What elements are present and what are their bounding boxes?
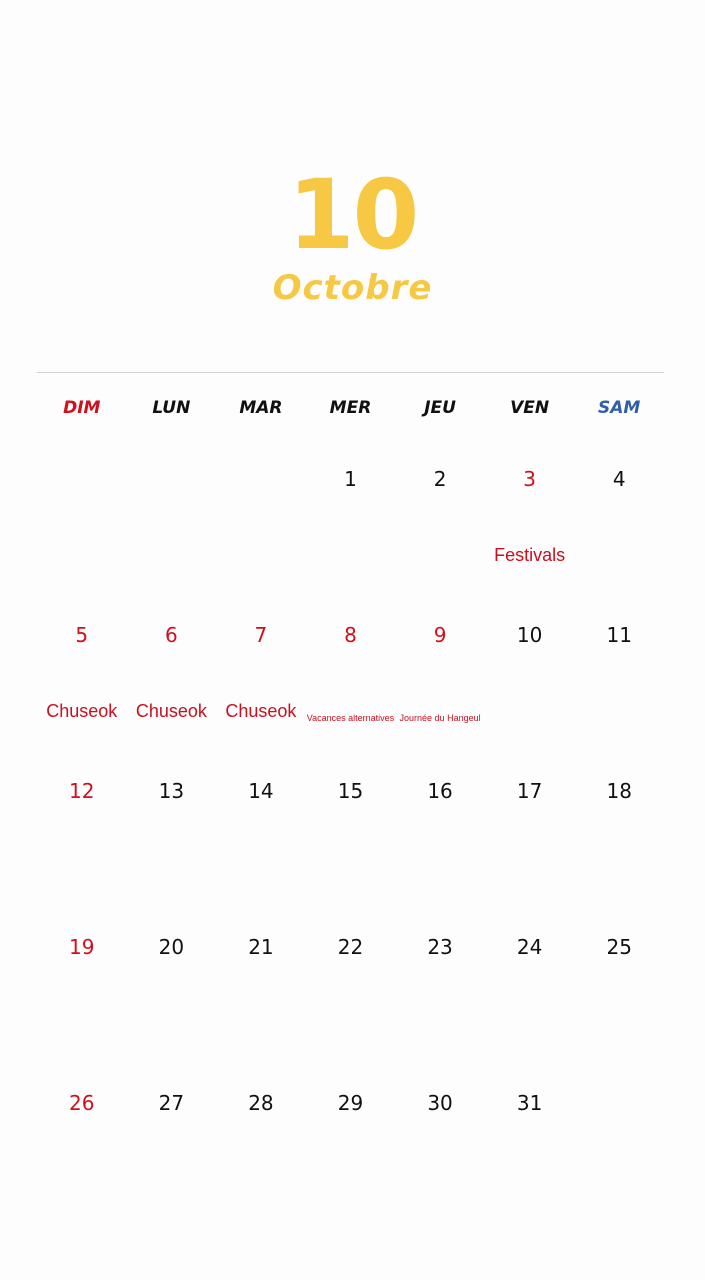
day-number: 17: [516, 779, 543, 803]
day-number: 8: [344, 623, 357, 647]
weekday-tuesday: MAR: [239, 398, 283, 418]
month-number: 10: [287, 159, 418, 271]
calendar-day-cell[interactable]: [37, 914, 127, 1070]
day-number: 27: [158, 1091, 185, 1115]
day-number: 25: [606, 935, 632, 959]
calendar-day-cell[interactable]: [37, 758, 127, 914]
day-number: 21: [248, 935, 274, 959]
day-number: 22: [337, 935, 364, 959]
weekday-monday: LUN: [152, 398, 191, 418]
calendar-day-cell[interactable]: [485, 1070, 575, 1226]
day-number: 2: [433, 467, 447, 491]
calendar-day-cell[interactable]: [216, 1070, 306, 1226]
calendar-day-cell[interactable]: [306, 758, 396, 914]
calendar-day-cell[interactable]: [574, 446, 664, 602]
day-number: 9: [433, 623, 447, 647]
day-number: 6: [164, 623, 178, 647]
calendar-day-cell[interactable]: [306, 446, 396, 602]
holiday-label: Journée du Hangeul: [399, 713, 481, 723]
calendar-day-cell: [127, 446, 217, 602]
calendar-day-cell[interactable]: [306, 1070, 396, 1226]
day-number: 29: [337, 1091, 364, 1115]
calendar-day-cell[interactable]: [127, 914, 217, 1070]
day-number: 5: [75, 623, 89, 647]
calendar-day-cell[interactable]: [485, 758, 575, 914]
holiday-label: Chuseok: [46, 701, 118, 721]
calendar-day-cell[interactable]: [37, 1070, 127, 1226]
day-number: 11: [606, 623, 632, 647]
day-number: 18: [606, 779, 632, 803]
day-number: 20: [158, 935, 185, 959]
calendar-day-cell[interactable]: [216, 914, 306, 1070]
calendar-day-cell[interactable]: [127, 602, 217, 758]
calendar-day-cell[interactable]: [395, 1070, 485, 1226]
calendar-day-cell[interactable]: [306, 602, 396, 758]
day-number: 15: [337, 779, 364, 803]
calendar-day-cell[interactable]: [485, 446, 575, 602]
weekday-saturday: SAM: [598, 398, 641, 418]
calendar-day-cell[interactable]: [485, 602, 575, 758]
day-number: 28: [248, 1091, 274, 1115]
calendar-day-cell: [37, 446, 127, 602]
calendar-day-cell[interactable]: [574, 914, 664, 1070]
calendar-day-cell: [216, 446, 306, 602]
calendar-day-cell[interactable]: [216, 602, 306, 758]
weekday-thursday: JEU: [424, 398, 456, 418]
day-number: 3: [523, 467, 536, 491]
calendar-day-cell[interactable]: [395, 602, 485, 758]
day-number: 26: [69, 1091, 95, 1115]
calendar-day-cell[interactable]: [127, 758, 217, 914]
month-name: Octobre: [272, 268, 433, 308]
day-number: 4: [612, 467, 626, 491]
day-number: 12: [69, 779, 95, 803]
weekday-sunday: DIM: [63, 398, 101, 418]
day-number: 10: [516, 623, 543, 647]
calendar-day-cell[interactable]: [574, 602, 664, 758]
holiday-label: Chuseok: [135, 701, 207, 721]
day-number: 30: [427, 1091, 453, 1115]
day-number: 1: [344, 467, 357, 491]
calendar-day-cell[interactable]: [306, 914, 396, 1070]
calendar-day-cell[interactable]: [395, 914, 485, 1070]
calendar-day-cell[interactable]: [216, 758, 306, 914]
calendar-day-cell[interactable]: [574, 758, 664, 914]
weekday-header-row: [37, 392, 664, 424]
calendar-day-cell[interactable]: [485, 914, 575, 1070]
calendar-day-cell[interactable]: [395, 758, 485, 914]
calendar-day-cell[interactable]: [37, 602, 127, 758]
holiday-label: Vacances alternatives: [306, 713, 395, 723]
header-divider: [37, 372, 664, 373]
day-number: 13: [158, 779, 185, 803]
calendar-grid: [37, 446, 664, 1226]
weekday-friday: VEN: [510, 398, 550, 418]
holiday-label: Festivals: [494, 545, 566, 565]
day-number: 16: [427, 779, 453, 803]
calendar-day-cell: [574, 1070, 664, 1226]
day-number: 23: [427, 935, 453, 959]
calendar-day-cell[interactable]: [395, 446, 485, 602]
day-number: 31: [516, 1091, 543, 1115]
day-number: 7: [254, 623, 268, 647]
day-number: 19: [69, 935, 95, 959]
calendar-day-cell[interactable]: [127, 1070, 217, 1226]
day-number: 14: [248, 779, 274, 803]
weekday-wednesday: MER: [329, 398, 372, 418]
holiday-label: Chuseok: [225, 701, 297, 721]
day-number: 24: [516, 935, 543, 959]
